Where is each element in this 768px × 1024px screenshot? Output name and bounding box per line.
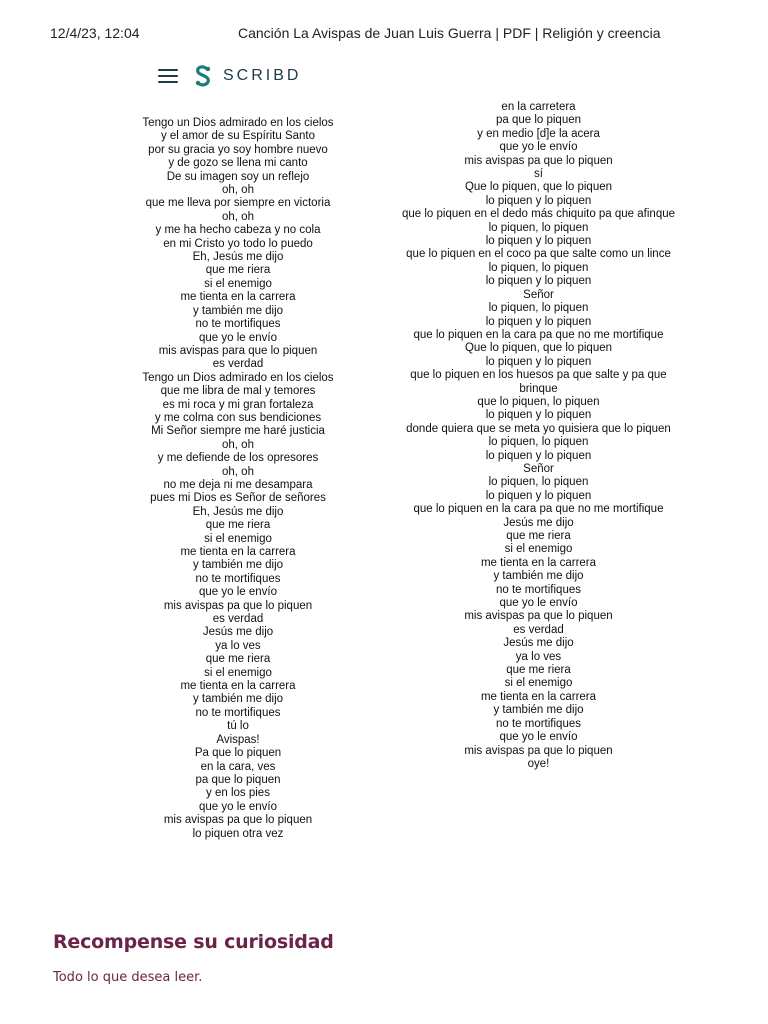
lyric-line: no te mortifiques xyxy=(495,583,581,596)
lyric-line: que yo le envío xyxy=(198,586,277,599)
lyric-line: si el enemigo xyxy=(504,543,573,556)
lyric-line: Señor xyxy=(523,462,554,475)
lyric-line: Tengo un Dios admirado en los cielos xyxy=(142,117,334,129)
lyric-line: y también me dijo xyxy=(493,570,584,583)
lyric-line: Tengo un Dios admirado en los cielos xyxy=(142,371,334,384)
lyric-line: si el enemigo xyxy=(204,532,272,545)
brand-bar xyxy=(158,63,301,89)
lyric-line: y me ha hecho cabeza y no cola xyxy=(155,224,321,237)
lyric-line: mis avispas pa que lo piquen xyxy=(464,154,613,167)
lyric-line: sí xyxy=(534,168,543,181)
lyric-line: Eh, Jesús me dijo xyxy=(192,505,284,518)
lyric-line: que lo piquen en el coco pa que salte como un lince xyxy=(406,248,671,261)
lyric-line: es verdad xyxy=(212,613,264,626)
lyric-line: no te mortifiques xyxy=(195,706,281,719)
lyric-line: en la cara, ves xyxy=(200,760,276,773)
lyric-line: me tienta en la carrera xyxy=(180,291,296,304)
lyric-line: donde quiera que se meta yo quisiera que lo piquen xyxy=(406,422,671,435)
lyric-line: Pa que lo piquen xyxy=(194,747,282,760)
lyrics-column-left xyxy=(100,117,376,841)
lyric-line: lo piquen y lo piquen xyxy=(485,275,592,288)
lyric-line: que lo piquen, lo piquen xyxy=(477,395,600,408)
lyric-line: que me riera xyxy=(205,653,271,666)
scribd-wordmark[interactable]: SCRIBD xyxy=(223,67,302,84)
lyric-line: tú lo xyxy=(227,720,249,733)
lyric-line: Señor xyxy=(523,288,554,301)
lyric-line: si el enemigo xyxy=(204,277,272,290)
lyric-line: mis avispas pa que lo piquen xyxy=(464,744,613,757)
lyric-line: mis avispas pa que lo piquen xyxy=(464,610,613,623)
lyric-line: Avispas! xyxy=(216,733,260,746)
lyric-line: pa que lo piquen xyxy=(195,773,281,786)
lyric-line: que lo piquen en la cara pa que no me mortifique xyxy=(413,503,664,516)
lyric-line: que yo le envío xyxy=(198,800,277,813)
lyric-line: que me riera xyxy=(205,264,271,277)
lyric-line: lo piquen, lo piquen xyxy=(488,476,589,489)
lyric-line: es verdad xyxy=(513,623,564,636)
lyric-line: oh, oh xyxy=(222,184,254,197)
lyric-line: no te mortifiques xyxy=(195,318,281,331)
lyric-line: ya lo ves xyxy=(215,639,261,652)
lyric-line: no te mortifiques xyxy=(195,572,281,585)
lyric-line: si el enemigo xyxy=(204,666,272,679)
lyric-line: me tienta en la carrera xyxy=(180,546,296,558)
lyric-line: que lo piquen en la cara pa que no me mortifique xyxy=(413,328,664,341)
lyric-line: Jesús me dijo xyxy=(202,626,274,639)
lyric-line: ya lo ves xyxy=(515,650,562,663)
lyric-line: en mi Cristo yo todo lo puedo xyxy=(163,237,313,250)
lyric-line: y también me dijo xyxy=(192,559,284,572)
lyric-line: mis avispas pa que lo piquen xyxy=(163,599,313,612)
lyric-line: y en los pies xyxy=(206,787,270,800)
promo-title[interactable]: Recompense su curiosidad xyxy=(53,931,334,953)
lyric-line: lo piquen, lo piquen xyxy=(488,302,589,315)
lyric-line: pa que lo piquen xyxy=(495,114,582,127)
lyric-line: De su imagen soy un reflejo xyxy=(166,170,310,183)
lyric-line: lo piquen y lo piquen xyxy=(485,315,592,328)
lyric-line: que yo le envío xyxy=(499,597,578,610)
lyric-line: pues mi Dios es Señor de señores xyxy=(150,492,326,505)
lyric-line: que yo le envío xyxy=(499,731,578,744)
print-title: Canción La Avispas de Juan Luis Guerra | PDF | Religión y creencia xyxy=(238,25,661,41)
lyric-line: me tienta en la carrera xyxy=(180,680,296,693)
lyric-line: y también me dijo xyxy=(192,693,284,706)
hamburger-menu-icon[interactable] xyxy=(158,69,178,83)
lyric-line: no te mortifiques xyxy=(495,717,581,730)
lyric-line: lo piquen y lo piquen xyxy=(485,194,592,207)
lyric-line: lo piquen y lo piquen xyxy=(485,449,592,462)
lyric-line: que me lleva por siempre en victoria xyxy=(145,197,331,210)
lyric-line: Jesús me dijo xyxy=(503,516,574,529)
lyric-line: en la carretera xyxy=(501,101,576,113)
lyric-line: no me deja ni me desampara xyxy=(163,478,313,491)
lyric-line: me tienta en la carrera xyxy=(480,556,597,569)
lyric-line: que yo le envío xyxy=(198,331,277,344)
lyric-line: Jesús me dijo xyxy=(503,637,574,650)
scribd-logo-icon[interactable] xyxy=(192,64,214,88)
lyric-line: lo piquen y lo piquen xyxy=(485,235,592,248)
lyric-line: lo piquen otra vez xyxy=(192,827,284,840)
lyric-line: oh, oh xyxy=(222,210,254,223)
lyric-line: que lo piquen en el dedo más chiquito pa que afinque xyxy=(401,208,676,221)
lyric-line: lo piquen, lo piquen xyxy=(488,221,589,234)
lyric-line: y el amor de su Espíritu Santo xyxy=(160,130,316,143)
lyric-line: Que lo piquen, que lo piquen xyxy=(464,181,613,194)
lyric-line: lo piquen y lo piquen xyxy=(485,489,592,502)
lyric-line: Eh, Jesús me dijo xyxy=(192,251,284,264)
lyric-line: me tienta en la carrera xyxy=(480,690,597,703)
lyric-line: que yo le envío xyxy=(499,141,578,154)
lyric-line: oh, oh xyxy=(222,438,254,451)
lyric-line: lo piquen y lo piquen xyxy=(485,409,592,422)
lyric-line: y de gozo se llena mi canto xyxy=(168,157,308,170)
lyric-line: lo piquen, lo piquen xyxy=(488,261,589,274)
lyric-line: y también me dijo xyxy=(192,304,284,317)
lyric-line: que me libra de mal y temores xyxy=(160,385,316,398)
lyric-line: Que lo piquen, que lo piquen xyxy=(464,342,613,355)
print-date: 12/4/23, 12:04 xyxy=(50,25,140,41)
lyric-line: si el enemigo xyxy=(504,677,573,690)
lyric-line: oye! xyxy=(527,757,550,770)
lyric-line: es verdad xyxy=(212,358,264,371)
lyric-line: es mi roca y mi gran fortaleza xyxy=(162,398,314,411)
lyric-line: que me riera xyxy=(506,664,571,677)
lyric-line: y me colma con sus bendiciones xyxy=(154,411,322,424)
promo-subtitle: Todo lo que desea leer. xyxy=(53,970,203,985)
lyrics-column-right xyxy=(397,101,680,771)
lyric-line: Mi Señor siempre me haré justicia xyxy=(151,425,325,438)
lyric-line: y también me dijo xyxy=(493,704,584,717)
lyric-line: por su gracia yo soy hombre nuevo xyxy=(148,143,328,156)
lyric-line: que lo piquen en los huesos pa que salte y pa que brinque xyxy=(410,369,667,395)
lyric-line: que me riera xyxy=(205,519,271,532)
lyric-line: oh, oh xyxy=(222,465,254,478)
lyric-line: lo piquen, lo piquen xyxy=(488,436,589,449)
lyric-line: mis avispas para que lo piquen xyxy=(158,344,318,357)
lyric-line: que me riera xyxy=(506,530,571,542)
print-header xyxy=(0,25,768,43)
lyric-line: y en medio [d]e la acera xyxy=(477,127,600,140)
lyric-line: lo piquen y lo piquen xyxy=(485,355,592,368)
lyric-line: y me defiende de los opresores xyxy=(157,452,319,465)
lyric-line: mis avispas pa que lo piquen xyxy=(163,814,313,827)
